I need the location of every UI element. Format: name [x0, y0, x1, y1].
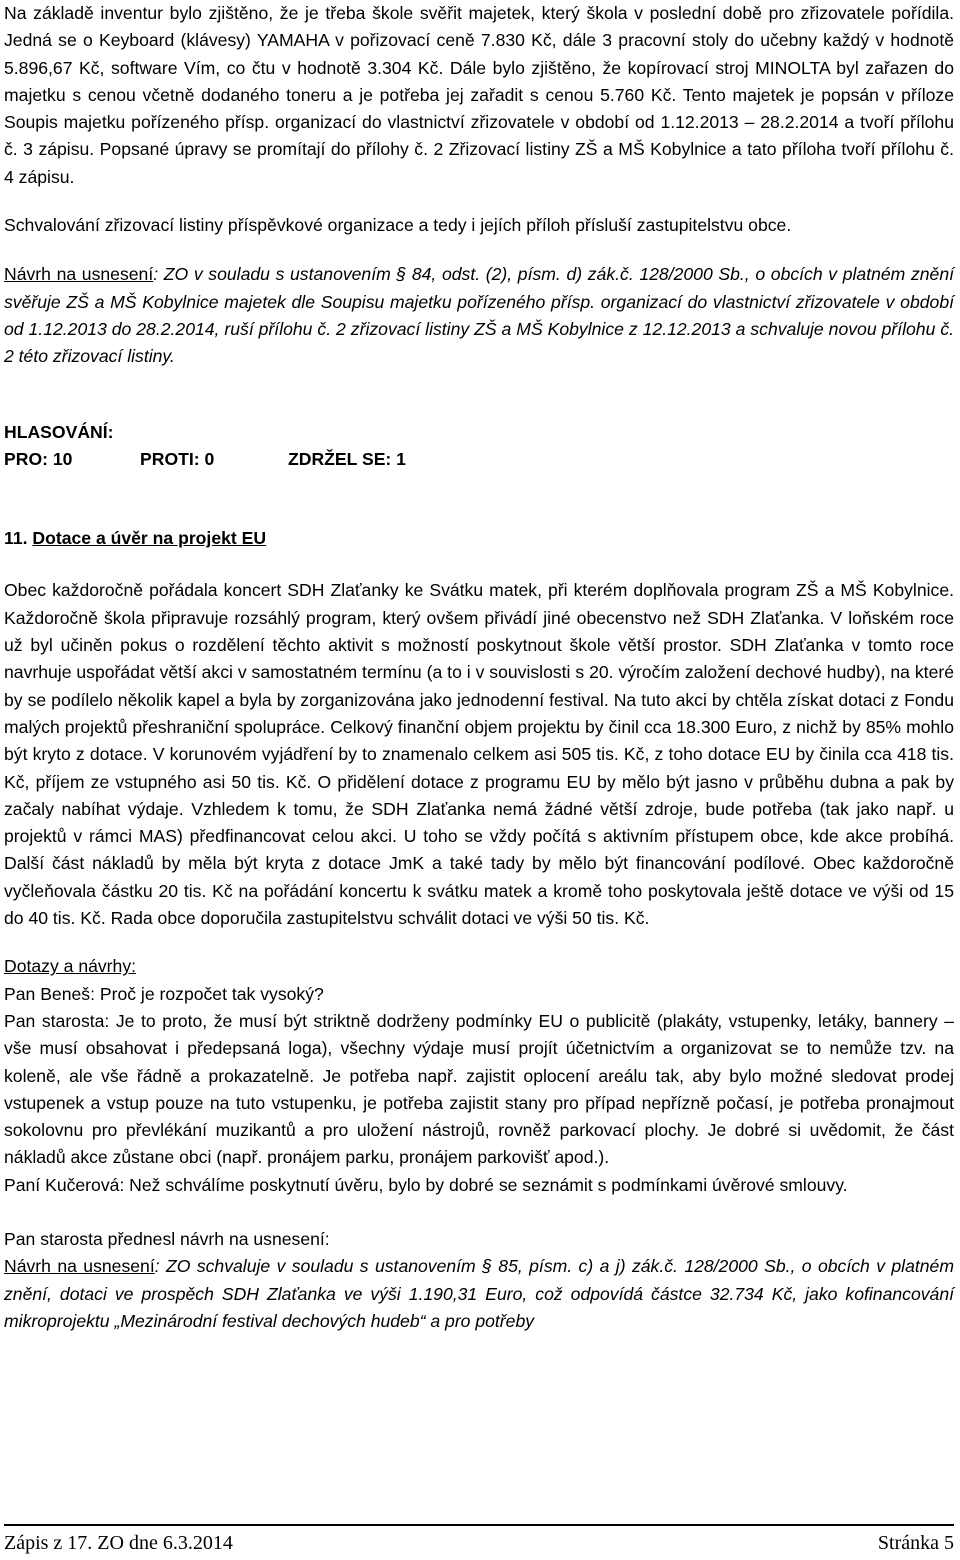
page-footer: [4, 1524, 954, 1560]
section-heading: [4, 525, 954, 552]
vote-pro: PRO: 10: [4, 448, 73, 469]
footer-meeting-record: Zápis z 17. ZO dne 6.3.2014: [4, 1531, 233, 1554]
resolution-paragraph-1: [4, 261, 954, 370]
section-body-paragraph: Obec každoročně pořádala koncert SDH Zlaťanky ke Svátku matek, při kterém doplňovala program ZŠ a MŠ Kobylnice. Každoročně škola připravuje rozsáhlý program, který ovšem přivádí jiné obecenstvo než SDH Zlaťanka. V loňském roce už byl učiněn pokus o rozdělení těchto aktivit s možností poskytnout škole větší prostor. SDH Zlaťanka v tomto roce navrhuje uspořádat větší akci v samostatném termínu (a to i v souvislosti s 20. výročím založení dechové hudby), na které by se podílelo několik kapel a byla by zorganizována jako jednodenní festival. Na tuto akci by chtěla získat dotaci z Fondu malých projektů přeshraniční spolupráce. Celkový finanční objem projektu by činil cca 18.300 Euro, z nichž by 85% mohlo být kryto z dotace. V korunovém vyjádření by to znamenalo celkem asi 505 tis. Kč, z toho dotace EU by činila cca 418 tis. Kč, příjem ze vstupného asi 50 tis. Kč. O přidělení dotace z programu EU by mělo být jasno v průběhu dubna a pak by začaly nabíhat výdaje. Vzhledem k tomu, že SDH Zlaťanka nemá žádné větší zdroje, bude potřeba (tak jako např. u projektů v rámci MAS) předfinancovat celou akci. U toho se vždy počítá s aktivním přístupem obce, kde akce probíhá. Další část nákladů by měla být kryta z dotace JmK a také tady by mělo být financování podílové. Obec každoročně vyčleňovala částku 20 tis. Kč na pořádání koncertu k svátku matek a kromě toho poskytovala ještě dotace ve výši od 15 do 40 tis. Kč. Rada obce doporučila zastupitelstvu schválit dotaci ve výši 50 tis. Kč.: [4, 580, 954, 929]
resolution-text-2: : ZO schvaluje v souladu s ustanovením § 85, písm. c) a j) zák.č. 128/2000 Sb., o obcích v platném znění, dotaci ve prospěch SDH Zlaťanka ve výši 1.190,31 Euro, což odpovídá částce 32.734 Kč, jako kofinancování mikroprojektu „Mezinárodní festival dechových hudeb“ a pro potřeby: [4, 1256, 954, 1331]
question-benes: Pan Beneš: Proč je rozpočet tak vysoký?: [4, 983, 324, 1004]
inventory-paragraph: Na základě inventur bylo zjištěno, že je třeba škole svěřit majetek, který škola v poslední době pro zřizovatele pořídila. Jedná se o Keyboard (klávesy) YAMAHA v pořizovací ceně 7.830 Kč, dále 3 pracovní stoly do učebny každý v hodnotě 5.896,67 Kč, software Vím, co čtu v hodnotě 3.304 Kč. Dále bylo zjištěno, že kopírovací stroj MINOLTA byl zařazen do majetku s cenou včetně dodaného toneru a je potřeba jej zařadit s cenou 5.760 Kč. Tento majetek je popsán v příloze Soupis majetku pořízeného přísp. organizací do vlastnictví zřizovatele v období od 1.12.2013 – 28.2.2014 a tvoří přílohu č. 3 zápisu. Popsané úpravy se promítají do přílohy č. 2 Zřizovací listiny ZŠ a MŠ Kobylnice a tato příloha tvoří přílohu č. 4 zápisu.: [4, 3, 954, 187]
document-body: [4, 0, 954, 1335]
resolution-label-2: Návrh na usnesení: [4, 1256, 155, 1277]
resolution-label-1: Návrh na usnesení: [4, 264, 154, 285]
section-title: Dotace a úvěr na projekt EU: [32, 528, 267, 549]
approval-paragraph: Schvalování zřizovací listiny příspěvkové organizace a tedy i jejích příloh přísluší zastupitelstvu obce.: [4, 215, 792, 236]
footer-page-number: Stránka 5: [877, 1531, 954, 1554]
resolution-paragraph-2: [4, 1253, 954, 1335]
section-number: 11.: [4, 528, 28, 549]
resolution-text-1: : ZO v souladu s ustanovením § 84, odst. (2), písm. d) zák.č. 128/2000 Sb., o obcích v platném znění svěřuje ZŠ a MŠ Kobylnice majetek dle Soupisu majetku pořízeného přísp. organizací do vlastnictví zřizovatele v období od 1.12.2013 do 28.2.2014, ruší přílohu č. 2 zřizovací listiny ZŠ a MŠ Kobylnice z 12.12.2013 a schvaluje novou přílohu č. 2 této zřizovací listiny.: [4, 264, 955, 367]
proposal-intro: Pan starosta přednesl návrh na usnesení:: [4, 1228, 330, 1249]
question-kucerova: Paní Kučerová: Než schválíme poskytnutí úvěru, bylo by dobré se seznámit s podmínkami úvěrové smlouvy.: [4, 1174, 848, 1195]
vote-zdrzel: ZDRŽEL SE: 1: [288, 448, 406, 469]
voting-results: [4, 446, 954, 473]
vote-proti: PROTI: 0: [140, 448, 215, 469]
discussion-heading: Dotazy a návrhy:: [4, 956, 137, 977]
answer-starosta: Pan starosta: Je to proto, že musí být striktně dodrženy podmínky EU o publicitě (plakáty, vstupenky, letáky, bannery – vše musí obsahovat i předepsaná loga), všechny výdaje musí projít účetnictvím a organizovat se to nemůže tzv. na koleně, ale vše řádně a prokazatelně. Je potřeba např. zajistit oplocení areálu tak, aby bylo možné sledovat prodej vstupenek a vstup pouze na tuto vstupenku, je potřeba zajistit stany pro případ nepřízně počasí, je potřeba pronajmout sokolovnu pro převlékání muzikantů a pro uložení nástrojů, rovněž parkovací plochy. Je dobré si uvědomit, že část nákladů akce zůstane obci (např. pronájem parku, pronájem parkovišť apod.).: [4, 1010, 954, 1168]
voting-heading: HLASOVÁNÍ:: [4, 421, 114, 442]
